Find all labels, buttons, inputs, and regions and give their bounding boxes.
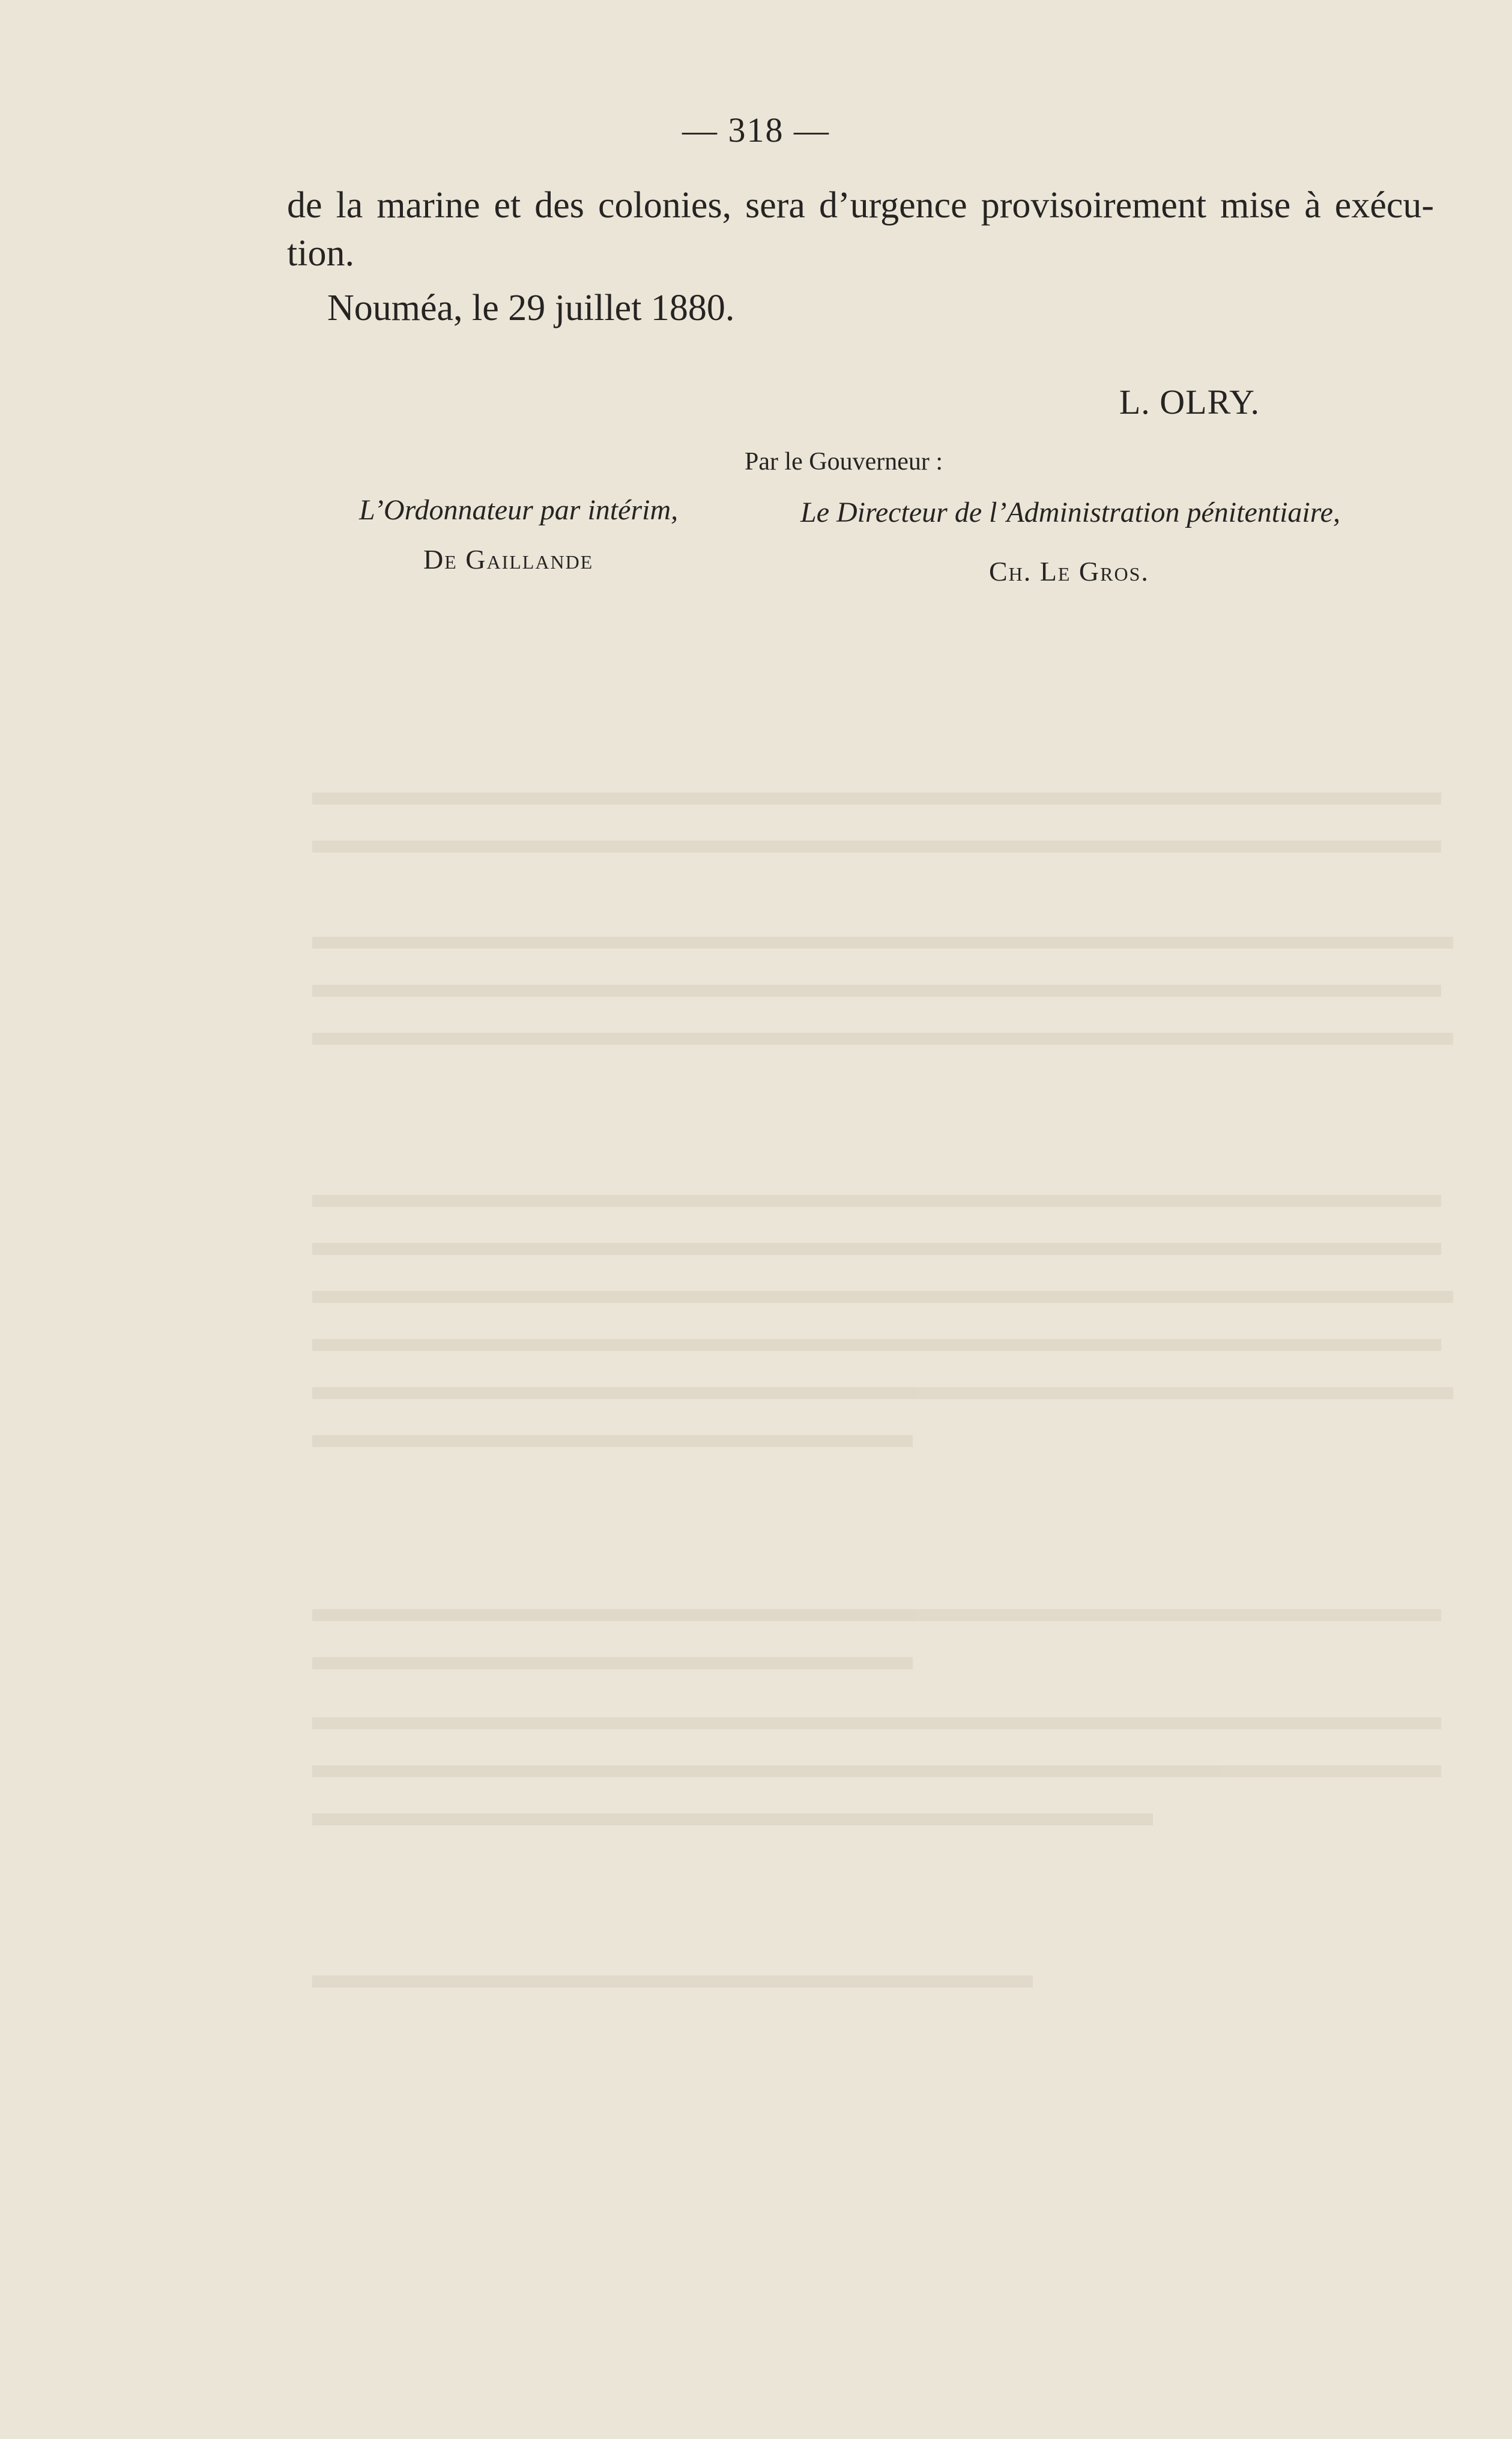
body-line-text: de la marine et des colonies, sera d’urgence provisoirement mise à exécu- bbox=[287, 185, 1434, 226]
body-line bbox=[287, 181, 1434, 229]
directeur-title: Le Directeur de l’Administration pénitentiaire, bbox=[800, 497, 1340, 528]
page-number: — 318 — bbox=[682, 110, 830, 150]
dateline: Nouméa, le 29 juillet 1880. bbox=[327, 288, 735, 328]
ordonnateur-title: L’Ordonnateur par intérim, bbox=[359, 494, 679, 526]
governor-signature: L. OLRY. bbox=[1119, 382, 1260, 422]
directeur-name: Ch. Le Gros. bbox=[989, 556, 1149, 587]
ordonnateur-name: De Gaillande bbox=[423, 544, 594, 575]
body-line-text: tion. bbox=[287, 233, 354, 274]
by-order-line: Par le Gouverneur : bbox=[745, 448, 943, 476]
body-line bbox=[287, 229, 1434, 277]
